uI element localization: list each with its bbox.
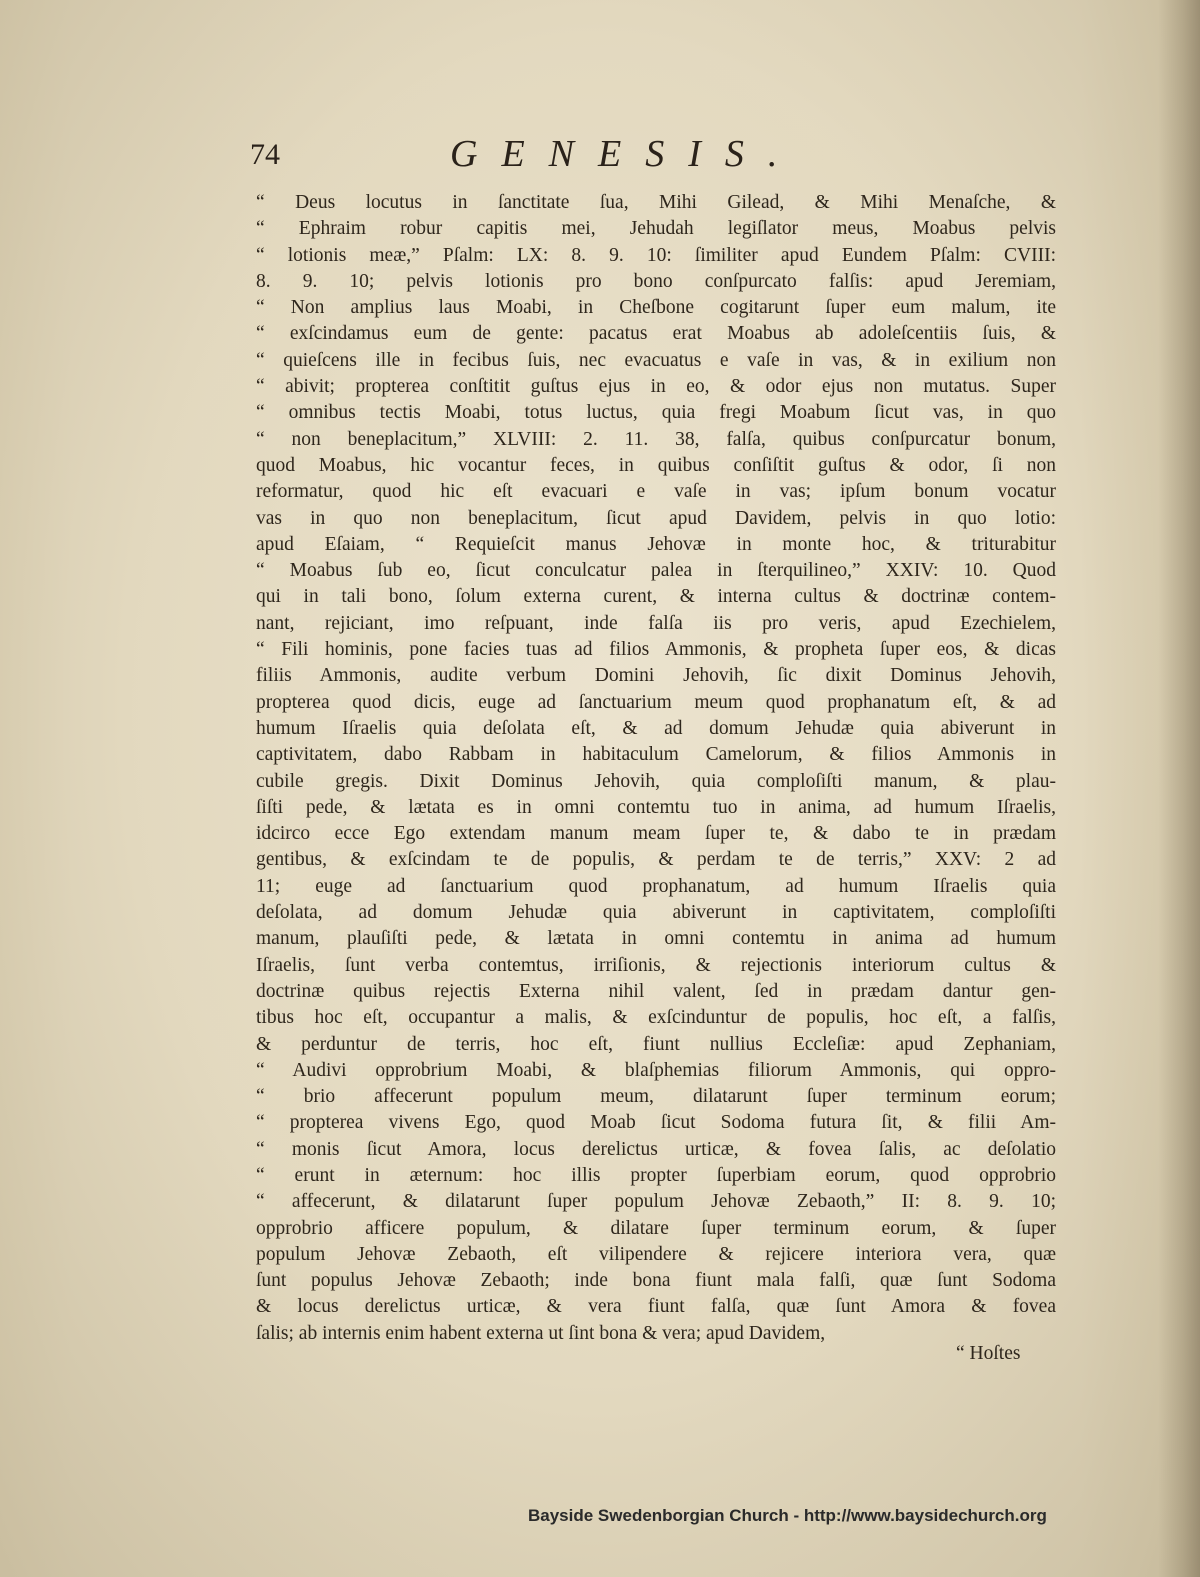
text-line: “ exſcindamus eum de gente: pacatus erat Moabus ab adoleſcentiis ſuis, & bbox=[256, 323, 1056, 345]
text-line: & locus derelictus urticæ, & vera fiunt falſa, quæ ſunt Amora & fovea bbox=[256, 1296, 1056, 1318]
text-line: “ lotionis meæ,” Pſalm: LX: 8. 9. 10: ſimiliter apud Eundem Pſalm: CVIII: bbox=[256, 244, 1056, 266]
text-line: captivitatem, dabo Rabbam in habitaculum Camelorum, & filios Ammonis in bbox=[256, 744, 1056, 766]
text-line: & perduntur de terris, hoc eſt, fiunt nullius Eccleſiæ: apud Zephaniam, bbox=[256, 1033, 1056, 1055]
text-line: “ Audivi opprobrium Moabi, & blaſphemias filiorum Ammonis, qui oppro- bbox=[256, 1059, 1056, 1081]
text-line: doctrinæ quibus rejectis Externa nihil valent, ſed in prædam dantur gen- bbox=[256, 980, 1056, 1002]
text-line: idcirco ecce Ego extendam manum meam ſuper te, & dabo te in prædam bbox=[256, 823, 1056, 845]
text-line: deſolata, ad domum Jehudæ quia abiverunt in captivitatem, comploſiſti bbox=[256, 902, 1056, 924]
page-header bbox=[250, 133, 1050, 186]
text-line: manum, plauſiſti pede, & lætata in omni contemtu in anima ad humum bbox=[256, 928, 1056, 950]
text-line: reformatur, quod hic eſt evacuari e vaſe in vas; ipſum bonum vocatur bbox=[256, 481, 1056, 503]
text-line: vas in quo non beneplacitum, ſicut apud Davidem, pelvis in quo lotio: bbox=[256, 507, 1056, 529]
text-line: quod Moabus, hic vocantur feces, in quibus conſiſtit guſtus & odor, ſi non bbox=[256, 454, 1056, 476]
text-line: 11; euge ad ſanctuarium quod prophanatum, ad humum Iſraelis quia bbox=[256, 875, 1056, 897]
text-line: “ abivit; propterea conſtitit guſtus ejus in eo, & odor ejus non mutatus. Super bbox=[256, 376, 1056, 398]
text-line: gentibus, & exſcindam te de populis, & perdam te de terris,” XXV: 2 ad bbox=[256, 849, 1056, 871]
text-line: Iſraelis, ſunt verba contemtus, irriſionis, & rejectionis interiorum cultus & bbox=[256, 954, 1056, 976]
text-line: “ monis ſicut Amora, locus derelictus urticæ, & fovea ſalis, ac deſolatio bbox=[256, 1138, 1056, 1160]
text-line: ſunt populus Jehovæ Zebaoth; inde bona fiunt mala falſi, quæ ſunt Sodoma bbox=[256, 1270, 1056, 1292]
text-line: filiis Ammonis, audite verbum Domini Jehovih, ſic dixit Dominus Jehovih, bbox=[256, 665, 1056, 687]
text-line: tibus hoc eſt, occupantur a malis, & exſcinduntur de populis, hoc eſt, a falſis, bbox=[256, 1007, 1056, 1029]
text-line: propterea quod dicis, euge ad ſanctuarium meum quod prophanatum eſt, & ad bbox=[256, 691, 1056, 713]
text-line: “ quieſcens ille in fecibus ſuis, nec evacuatus e vaſe in vas, & in exilium non bbox=[256, 349, 1056, 371]
text-line: “ Moabus ſub eo, ſicut conculcatur palea in ſterquilineo,” XXIV: 10. Quod bbox=[256, 560, 1056, 582]
text-line: “ erunt in æternum: hoc illis propter ſuperbiam eorum, quod opprobrio bbox=[256, 1164, 1056, 1186]
text-line: “ Non amplius laus Moabi, in Cheſbone cogitarunt ſuper eum malum, ite bbox=[256, 297, 1056, 319]
text-line: apud Eſaiam, “ Requieſcit manus Jehovæ in monte hoc, & triturabitur bbox=[256, 533, 1056, 555]
body-text bbox=[256, 190, 1056, 1347]
running-title: GENESIS. bbox=[450, 133, 802, 175]
text-line: “ omnibus tectis Moabi, totus luctus, quia fregi Moabum ſicut vas, in quo bbox=[256, 402, 1056, 424]
text-line: opprobrio afficere populum, & dilatare ſuper terminum eorum, & ſuper bbox=[256, 1217, 1056, 1239]
watermark-credit: Bayside Swedenborgian Church - http://www.baysidechurch.org bbox=[528, 1506, 1047, 1525]
text-line: ſalis; ab internis enim habent externa ut ſint bona & vera; apud Davidem, bbox=[256, 1322, 826, 1344]
text-line: populum Jehovæ Zebaoth, eſt vilipendere & rejicere interiora vera, quæ bbox=[256, 1243, 1056, 1265]
text-line: “ Deus locutus in ſanctitate ſua, Mihi Gilead, & Mihi Menaſche, & bbox=[256, 192, 1056, 213]
catchword: “ Hoſtes bbox=[956, 1343, 1021, 1364]
page-gutter-shadow bbox=[1158, 0, 1200, 1577]
text-line: humum Iſraelis quia deſolata eſt, & ad domum Jehudæ quia abiverunt in bbox=[256, 717, 1056, 739]
text-line: “ non beneplacitum,” XLVIII: 2. 11. 38, falſa, quibus conſpurcatur bonum, bbox=[256, 428, 1056, 450]
text-line: “ Fili hominis, pone facies tuas ad filios Ammonis, & propheta ſuper eos, & dicas bbox=[256, 639, 1056, 661]
text-line: “ brio affecerunt populum meum, dilatarunt ſuper terminum eorum; bbox=[256, 1086, 1056, 1108]
text-line: “ propterea vivens Ego, quod Moab ſicut Sodoma futura ſit, & filii Am- bbox=[256, 1112, 1056, 1134]
text-line: nant, rejiciant, imo reſpuant, inde falſa iis pro veris, apud Ezechielem, bbox=[256, 612, 1056, 634]
text-line: ſiſti pede, & lætata es in omni contemtu tuo in anima, ad humum Iſraelis, bbox=[256, 796, 1056, 818]
text-line: “ affecerunt, & dilatarunt ſuper populum Jehovæ Zebaoth,” II: 8. 9. 10; bbox=[256, 1191, 1056, 1213]
text-line: “ Ephraim robur capitis mei, Jehudah legiſlator meus, Moabus pelvis bbox=[256, 218, 1056, 240]
text-line: qui in tali bono, ſolum externa curent, & interna cultus & doctrinæ contem- bbox=[256, 586, 1056, 608]
page-number: 74 bbox=[250, 138, 280, 171]
text-line: 8. 9. 10; pelvis lotionis pro bono conſpurcato falſis: apud Jeremiam, bbox=[256, 270, 1056, 292]
text-line: cubile gregis. Dixit Dominus Jehovih, quia comploſiſti manum, & plau- bbox=[256, 770, 1056, 792]
